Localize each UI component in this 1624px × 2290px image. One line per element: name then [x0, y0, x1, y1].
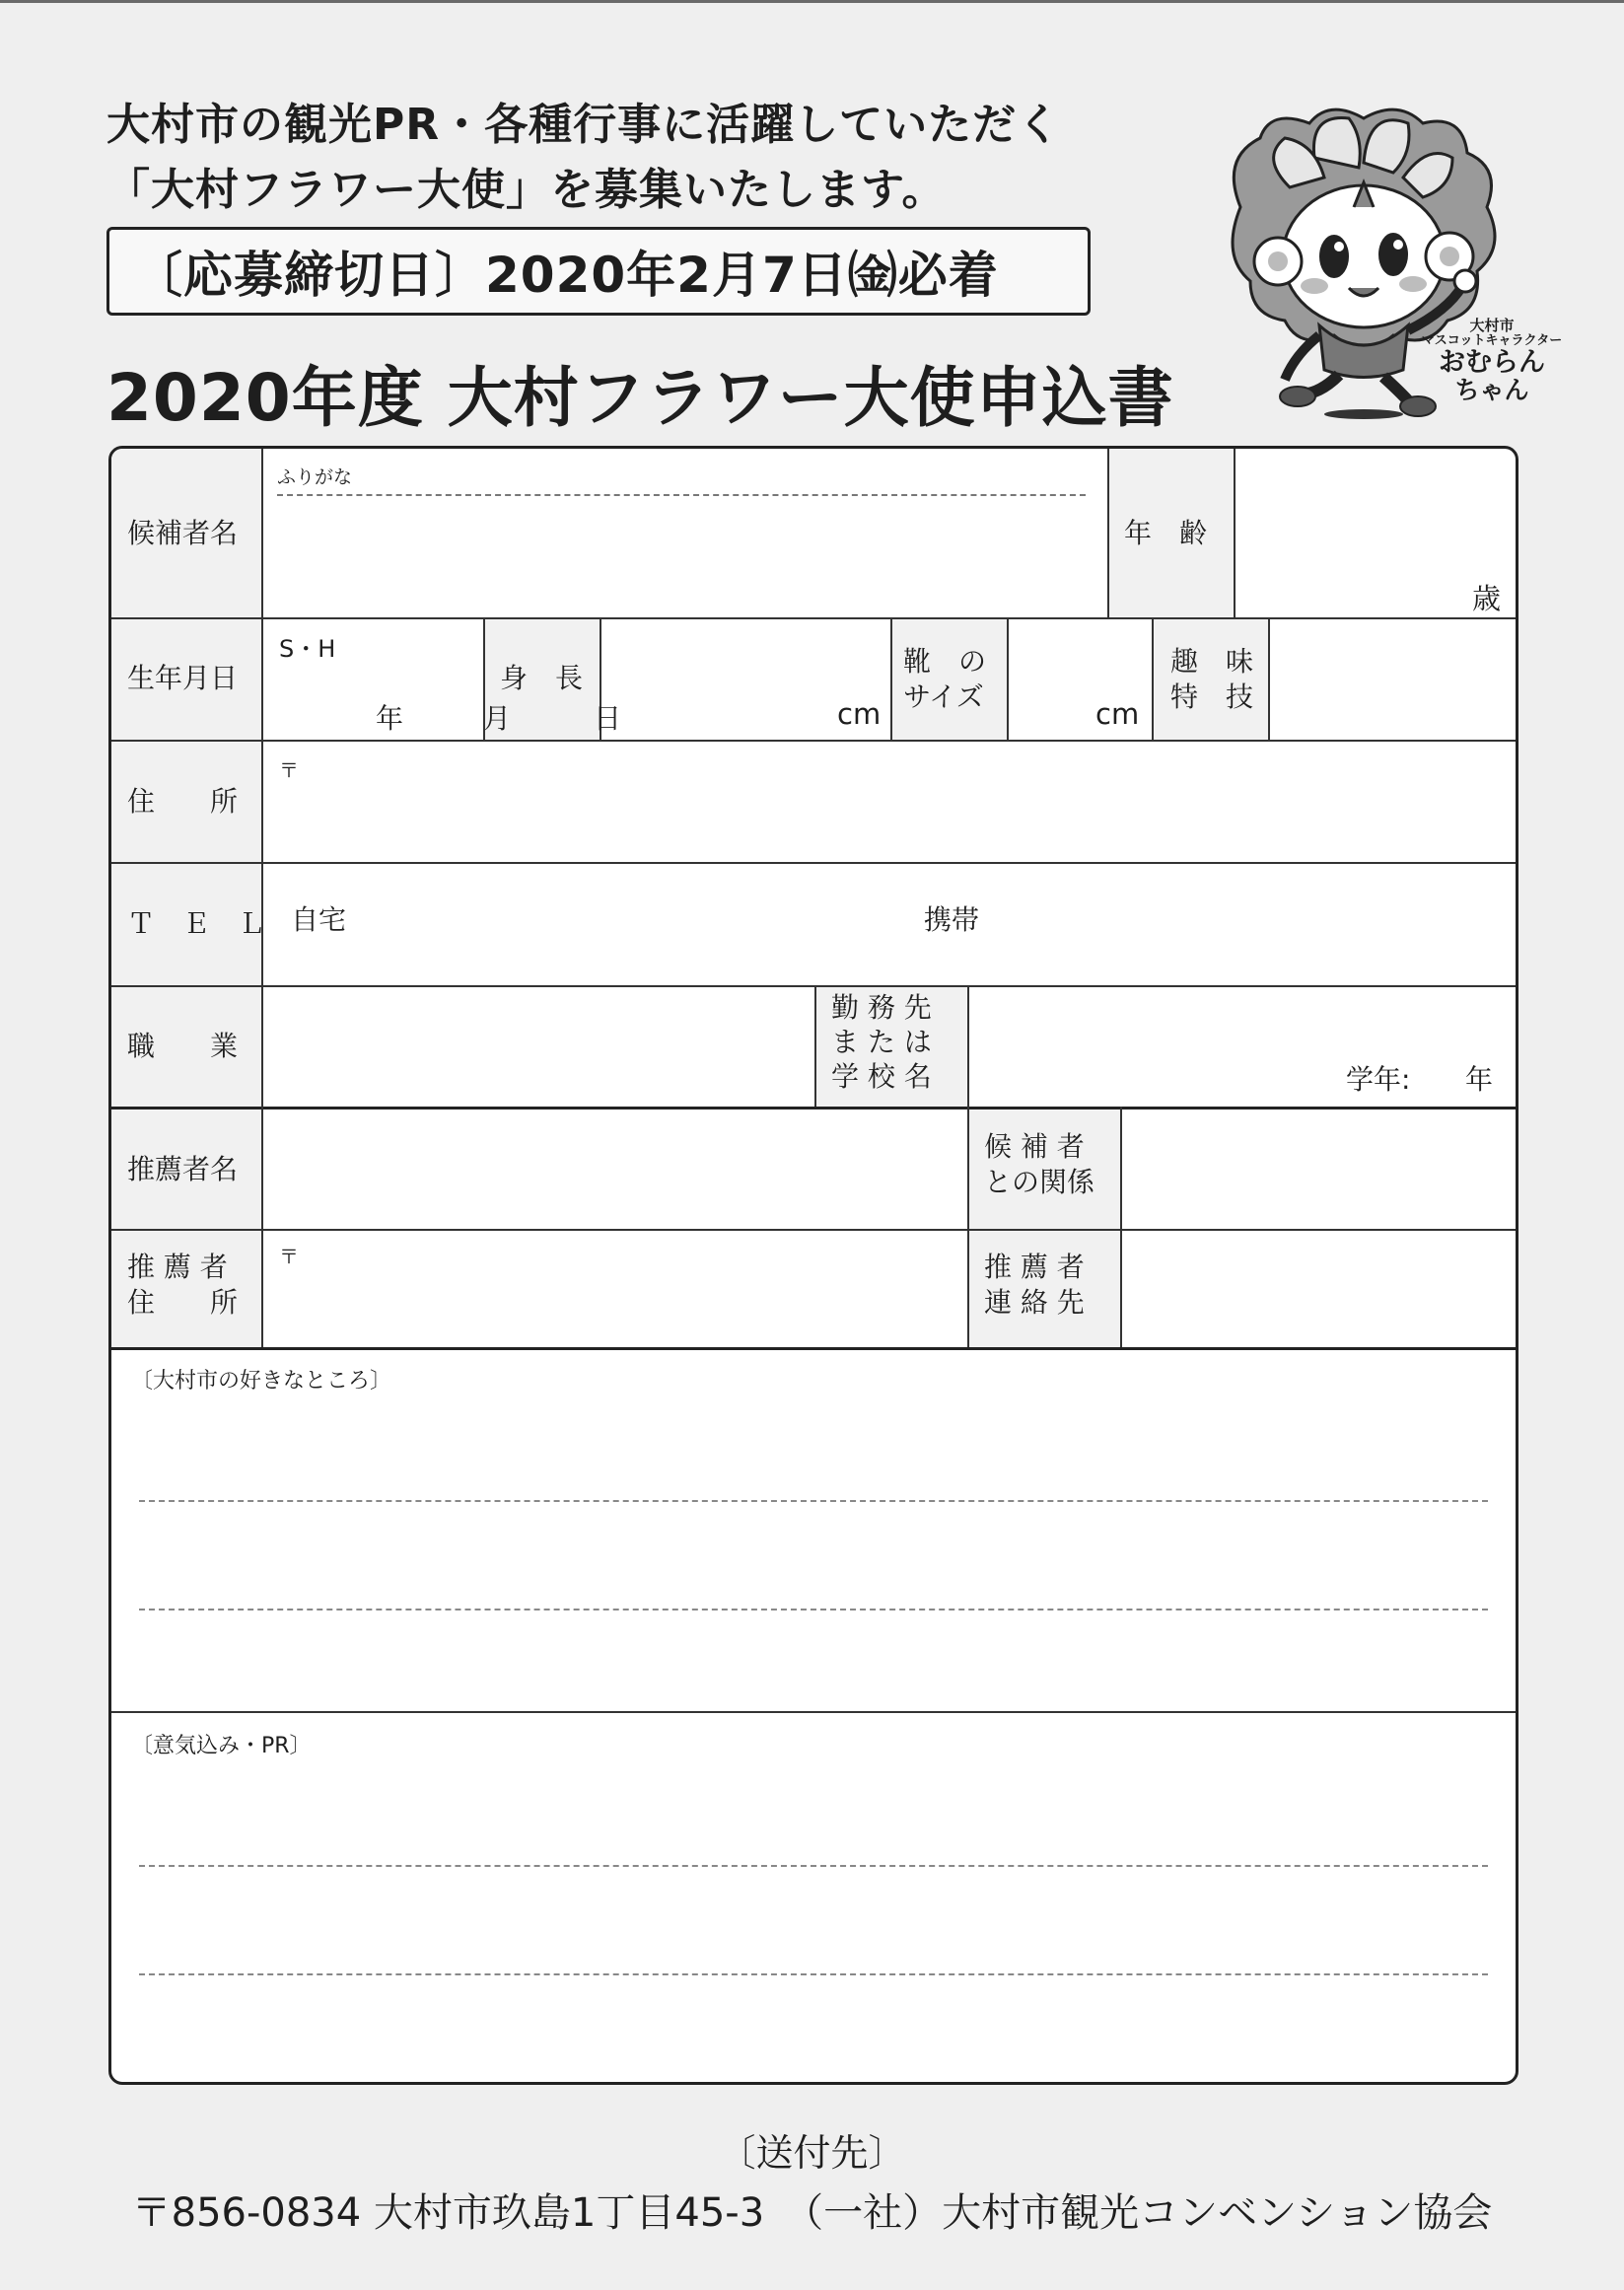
row-divider — [111, 1711, 1518, 1713]
address-label: 住 所 — [127, 785, 239, 818]
mascot-caption-city: 大村市 — [1469, 317, 1515, 334]
birthdate-field[interactable] — [263, 619, 483, 740]
pr-writing-line — [139, 1865, 1488, 1867]
deadline-text: 〔応募締切日〕2020年2月7日㈮必着 — [133, 247, 999, 304]
birthdate-year-unit: 年 — [376, 702, 404, 735]
birthdate-day-unit: 日 — [594, 702, 622, 735]
candidate-name-field[interactable] — [263, 496, 1107, 617]
address-postal-mark: 〒 — [279, 758, 299, 782]
mascot-caption — [1418, 318, 1566, 404]
tel-home-field[interactable] — [358, 864, 910, 985]
hobby-field[interactable] — [1270, 619, 1518, 740]
hobby-label-bg — [1152, 617, 1268, 740]
likes-writing-line — [139, 1609, 1488, 1610]
hobby-label-line1: 趣 味 — [1170, 645, 1254, 678]
height-unit: cm — [837, 697, 882, 731]
label-column-bg — [111, 449, 261, 1347]
shoe-size-label-line1: 靴 の — [903, 645, 987, 678]
likes-textarea[interactable] — [111, 1350, 1518, 1711]
mascot-caption-name-suffix: ちゃん — [1454, 376, 1529, 405]
address-field[interactable] — [263, 742, 1518, 862]
mascot-caption-role: マスコットキャラクター — [1421, 332, 1563, 348]
workplace-label-line2: ま た は — [831, 1026, 932, 1058]
grade-label: 学年: — [1346, 1063, 1411, 1096]
col-divider — [814, 985, 816, 1107]
recommender-contact-label-line1: 推 薦 者 — [984, 1251, 1085, 1283]
occupation-label: 職 業 — [127, 1030, 239, 1062]
recommender-address-field[interactable] — [263, 1231, 967, 1347]
tel-mobile-field[interactable] — [994, 864, 1518, 985]
recommender-address-label-line1: 推 薦 者 — [127, 1251, 228, 1283]
recommender-address-label-line2: 住 所 — [127, 1286, 239, 1319]
top-border — [0, 0, 1624, 3]
pr-writing-line — [139, 1973, 1488, 1975]
height-label: 身 長 — [500, 662, 584, 694]
tel-mobile-label: 携帯 — [924, 903, 980, 936]
recommender-postal-mark: 〒 — [279, 1245, 299, 1268]
shoe-label-bg — [890, 617, 1007, 740]
grade-unit: 年 — [1465, 1063, 1494, 1096]
candidate-name-label: 候補者名 — [127, 517, 239, 549]
workplace-field[interactable] — [969, 987, 1518, 1107]
col-divider — [1107, 449, 1109, 617]
recommender-contact-label-line2: 連 絡 先 — [984, 1286, 1085, 1319]
recommender-name-label: 推薦者名 — [127, 1153, 239, 1185]
birthdate-era: S・H — [279, 635, 336, 663]
birthdate-label: 生年月日 — [127, 662, 239, 694]
form-title: 2020年度 大村フラワー大使申込書 — [106, 360, 1174, 436]
pr-section-label: 〔意気込み・PR〕 — [131, 1734, 312, 1758]
col-divider — [1152, 617, 1154, 740]
recommender-name-field[interactable] — [263, 1109, 967, 1229]
likes-section-label: 〔大村市の好きなところ〕 — [131, 1369, 392, 1394]
shoe-size-label-line2: サイズ — [903, 680, 984, 713]
deadline-box — [106, 227, 1091, 316]
occupation-field[interactable] — [263, 987, 814, 1107]
furigana-field[interactable] — [263, 451, 1107, 494]
application-form — [108, 446, 1518, 2085]
footer-address: 〒856-0834 大村市玖島1丁目45-3 （一社）大村市観光コンベンション協会 — [131, 2190, 1493, 2236]
pr-textarea[interactable] — [111, 1714, 1518, 2085]
col-divider — [890, 617, 892, 740]
age-unit: 歳 — [1472, 582, 1502, 615]
likes-writing-line — [139, 1500, 1488, 1502]
relationship-label-line2: との関係 — [984, 1166, 1095, 1198]
workplace-label-line3: 学 校 名 — [831, 1060, 932, 1093]
birthdate-month-unit: 月 — [483, 702, 512, 735]
tel-home-label: 自宅 — [291, 903, 347, 936]
tel-label: Ｔ Ｅ Ｌ — [127, 907, 266, 940]
relationship-field[interactable] — [1122, 1109, 1518, 1229]
intro-line-2: 「大村フラワー大使」を募集いたします。 — [106, 165, 947, 215]
hobby-label-line2: 特 技 — [1170, 680, 1254, 713]
shoe-size-unit: cm — [1095, 697, 1140, 731]
footer-title: 〔送付先〕 — [718, 2131, 906, 2175]
furigana-label: ふりがな — [277, 466, 353, 488]
age-label: 年 齢 — [1124, 517, 1208, 549]
intro-line-1: 大村市の観光PR・各種行事に活躍していただく — [106, 100, 1062, 150]
mascot-caption-name: おむらん — [1439, 346, 1545, 378]
workplace-label-line1: 勤 務 先 — [831, 991, 932, 1024]
relationship-label-line1: 候 補 者 — [984, 1130, 1085, 1163]
recommender-contact-field[interactable] — [1122, 1231, 1518, 1347]
